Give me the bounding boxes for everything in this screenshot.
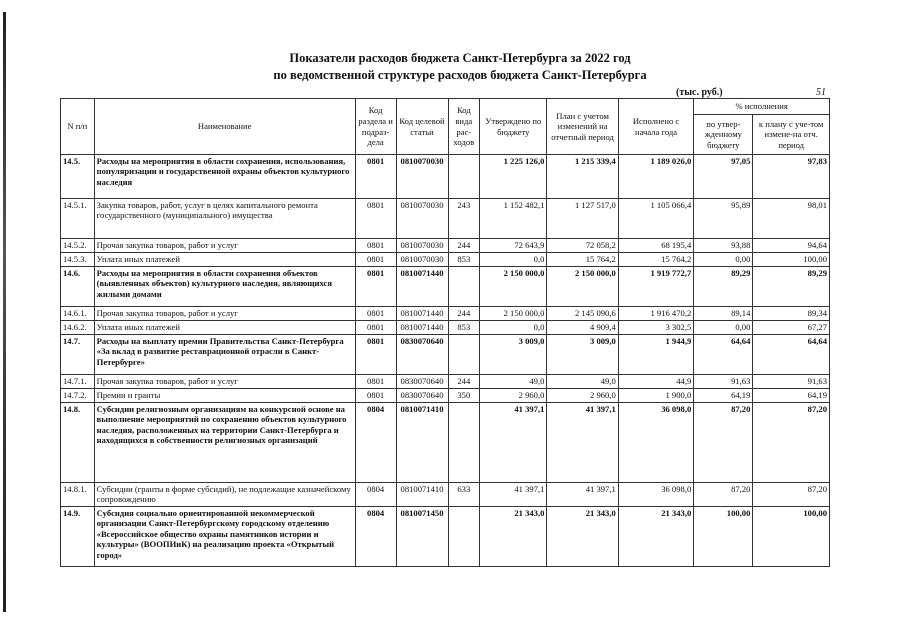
row-name: Субсидии религиозным организациям на конкурсной основе на выполнение мероприятий по сохранению объектов культурного наследия, расположенных на территории Санкт-Петербурга и находящихся в собственности религиозных организаций	[94, 403, 355, 483]
row-type-code: 633	[448, 483, 480, 507]
row-section-code: 0801	[355, 239, 396, 253]
row-pct-approved: 93,88	[694, 239, 753, 253]
table-row	[61, 483, 830, 507]
row-executed: 15 764,2	[618, 253, 693, 267]
row-plan: 4 909,4	[547, 321, 618, 335]
row-section-code: 0801	[355, 155, 396, 199]
row-target-code: 0810070030	[396, 155, 448, 199]
row-pct-plan: 94,64	[753, 239, 830, 253]
row-executed: 1 919 772,7	[618, 267, 693, 307]
table-row	[61, 403, 830, 483]
units-label: (тыс. руб.)	[676, 87, 723, 98]
row-number: 14.9.	[61, 507, 95, 567]
row-type-code: 350	[448, 389, 480, 403]
row-type-code: 853	[448, 321, 480, 335]
row-executed: 68 195,4	[618, 239, 693, 253]
table-row	[61, 267, 830, 307]
row-name: Субсидия социально ориентированной некоммерческой организации Санкт-Петербургскому городскому отделению «Всероссийское общество охраны памятников истории и культуры» (ВООПИиК) на реализацию проекта «Открытый город»	[94, 507, 355, 567]
row-plan: 21 343,0	[547, 507, 618, 567]
table-row	[61, 253, 830, 267]
row-executed: 36 098,0	[618, 483, 693, 507]
row-type-code: 244	[448, 307, 480, 321]
row-number: 14.6.	[61, 267, 95, 307]
row-approved: 2 150 000,0	[480, 307, 547, 321]
row-name: Расходы на мероприятия в области сохранения объектов (выявленных объектов) культурного наследия, являющихся жилыми домами	[94, 267, 355, 307]
row-target-code: 0810071410	[396, 483, 448, 507]
table-row	[61, 507, 830, 567]
row-executed: 1 944,9	[618, 335, 693, 375]
row-pct-approved: 0,00	[694, 253, 753, 267]
row-pct-plan: 97,83	[753, 155, 830, 199]
table-row	[61, 239, 830, 253]
table-row	[61, 307, 830, 321]
row-pct-approved: 97,05	[694, 155, 753, 199]
row-number: 14.5.2.	[61, 239, 95, 253]
header-type-code: Код вида рас-ходов	[448, 99, 480, 155]
row-type-code	[448, 335, 480, 375]
row-pct-plan: 89,29	[753, 267, 830, 307]
row-name: Уплата иных платежей	[94, 253, 355, 267]
row-approved: 41 397,1	[480, 483, 547, 507]
row-name: Расходы на выплату премии Правительства Санкт-Петербурга «За вклад в развитие реставрационной отрасли в Санкт-Петербурге»	[94, 335, 355, 375]
row-pct-plan: 67,27	[753, 321, 830, 335]
row-name: Премии и гранты	[94, 389, 355, 403]
row-approved: 2 150 000,0	[480, 267, 547, 307]
row-approved: 21 343,0	[480, 507, 547, 567]
row-plan: 2 145 090,6	[547, 307, 618, 321]
row-section-code: 0801	[355, 267, 396, 307]
row-number: 14.7.	[61, 335, 95, 375]
expenditure-table	[60, 98, 830, 567]
row-pct-plan: 64,64	[753, 335, 830, 375]
row-type-code	[448, 507, 480, 567]
row-section-code: 0804	[355, 403, 396, 483]
row-section-code: 0801	[355, 335, 396, 375]
table-row	[61, 375, 830, 389]
document-title: Показатели расходов бюджета Санкт-Петербурга за 2022 год	[289, 51, 631, 65]
row-pct-plan: 89,34	[753, 307, 830, 321]
row-approved: 41 397,1	[480, 403, 547, 483]
row-approved: 72 643,9	[480, 239, 547, 253]
row-approved: 1 152 482,1	[480, 199, 547, 239]
table-row	[61, 155, 830, 199]
header-num: N п/п	[61, 99, 95, 155]
row-number: 14.5.3.	[61, 253, 95, 267]
row-plan: 1 127 517,0	[547, 199, 618, 239]
row-plan: 41 397,1	[547, 403, 618, 483]
table-row	[61, 321, 830, 335]
row-pct-plan: 100,00	[753, 253, 830, 267]
header-pct-plan: к плану с уче-том измене-на отч. период	[753, 115, 830, 155]
row-target-code: 0830070640	[396, 389, 448, 403]
row-approved: 0,0	[480, 321, 547, 335]
row-pct-approved: 0,00	[694, 321, 753, 335]
row-type-code: 853	[448, 253, 480, 267]
row-pct-approved: 87,20	[694, 483, 753, 507]
header-executed: Исполнено с начала года	[618, 99, 693, 155]
row-number: 14.8.	[61, 403, 95, 483]
row-number: 14.6.1.	[61, 307, 95, 321]
row-approved: 0,0	[480, 253, 547, 267]
row-section-code: 0801	[355, 389, 396, 403]
row-type-code	[448, 155, 480, 199]
row-executed: 1 900,0	[618, 389, 693, 403]
row-executed: 21 343,0	[618, 507, 693, 567]
row-target-code: 0830070640	[396, 335, 448, 375]
row-target-code: 0810071440	[396, 267, 448, 307]
row-number: 14.6.2.	[61, 321, 95, 335]
row-plan: 41 397,1	[547, 483, 618, 507]
row-section-code: 0804	[355, 507, 396, 567]
row-name: Прочая закупка товаров, работ и услуг	[94, 307, 355, 321]
page-number: 51	[816, 87, 826, 98]
row-approved: 3 009,0	[480, 335, 547, 375]
row-target-code: 0810071440	[396, 307, 448, 321]
row-pct-approved: 91,63	[694, 375, 753, 389]
row-section-code: 0801	[355, 199, 396, 239]
header-percent-group: % исполнения	[694, 99, 830, 115]
header-section-code: Код раздела и подраз-дела	[355, 99, 396, 155]
table-row	[61, 389, 830, 403]
row-executed: 36 098,0	[618, 403, 693, 483]
row-executed: 1 916 470,2	[618, 307, 693, 321]
header-pct-approved: по утвер-жденному бюджету	[694, 115, 753, 155]
row-section-code: 0804	[355, 483, 396, 507]
row-pct-approved: 100,00	[694, 507, 753, 567]
row-target-code: 0810070030	[396, 239, 448, 253]
row-executed: 44,9	[618, 375, 693, 389]
table-body	[61, 155, 830, 567]
row-pct-approved: 89,29	[694, 267, 753, 307]
document-subtitle: по ведомственной структуре расходов бюджета Санкт-Петербурга	[273, 68, 647, 82]
row-pct-approved: 64,19	[694, 389, 753, 403]
row-executed: 3 302,5	[618, 321, 693, 335]
header-plan: План с учетом изменений на отчетный период	[547, 99, 618, 155]
row-number: 14.7.1.	[61, 375, 95, 389]
row-section-code: 0801	[355, 375, 396, 389]
row-section-code: 0801	[355, 253, 396, 267]
row-type-code	[448, 267, 480, 307]
row-plan: 49,0	[547, 375, 618, 389]
row-number: 14.8.1.	[61, 483, 95, 507]
row-name: Закупка товаров, работ, услуг в целях капитального ремонта государственного (муниципального) имущества	[94, 199, 355, 239]
row-pct-plan: 87,20	[753, 403, 830, 483]
row-approved: 1 225 126,0	[480, 155, 547, 199]
row-target-code: 0810071440	[396, 321, 448, 335]
row-number: 14.7.2.	[61, 389, 95, 403]
row-type-code	[448, 403, 480, 483]
scan-edge-mark	[3, 12, 6, 612]
row-section-code: 0801	[355, 321, 396, 335]
row-number: 14.5.1.	[61, 199, 95, 239]
row-plan: 2 150 000,0	[547, 267, 618, 307]
row-executed: 1 189 026,0	[618, 155, 693, 199]
header-name: Наименование	[94, 99, 355, 155]
row-target-code: 0810071410	[396, 403, 448, 483]
row-pct-approved: 89,14	[694, 307, 753, 321]
row-pct-plan: 64,19	[753, 389, 830, 403]
table-row	[61, 199, 830, 239]
row-pct-approved: 87,20	[694, 403, 753, 483]
row-target-code: 0810070030	[396, 253, 448, 267]
row-number: 14.5.	[61, 155, 95, 199]
row-pct-plan: 98,01	[753, 199, 830, 239]
row-executed: 1 105 066,4	[618, 199, 693, 239]
row-pct-approved: 64,64	[694, 335, 753, 375]
row-target-code: 0810070030	[396, 199, 448, 239]
row-approved: 49,0	[480, 375, 547, 389]
header-approved: Утверждено по бюджету	[480, 99, 547, 155]
row-pct-plan: 87,20	[753, 483, 830, 507]
row-plan: 72 058,2	[547, 239, 618, 253]
row-name: Уплата иных платежей	[94, 321, 355, 335]
row-name: Прочая закупка товаров, работ и услуг	[94, 239, 355, 253]
table-row	[61, 335, 830, 375]
row-type-code: 244	[448, 375, 480, 389]
row-name: Расходы на мероприятия в области сохранения, использования, популяризации и государственной охраны объектов культурного наследия	[94, 155, 355, 199]
row-pct-plan: 100,00	[753, 507, 830, 567]
row-plan: 15 764,2	[547, 253, 618, 267]
row-pct-plan: 91,63	[753, 375, 830, 389]
row-type-code: 244	[448, 239, 480, 253]
header-target-code: Код целевой статьи	[396, 99, 448, 155]
row-plan: 3 009,0	[547, 335, 618, 375]
row-pct-approved: 95,89	[694, 199, 753, 239]
row-plan: 2 960,0	[547, 389, 618, 403]
row-plan: 1 215 339,4	[547, 155, 618, 199]
row-target-code: 0830070640	[396, 375, 448, 389]
row-name: Прочая закупка товаров, работ и услуг	[94, 375, 355, 389]
row-target-code: 0810071450	[396, 507, 448, 567]
row-section-code: 0801	[355, 307, 396, 321]
row-approved: 2 960,0	[480, 389, 547, 403]
row-name: Субсидии (гранты в форме субсидий), не подлежащие казначейскому сопровождению	[94, 483, 355, 507]
row-type-code: 243	[448, 199, 480, 239]
